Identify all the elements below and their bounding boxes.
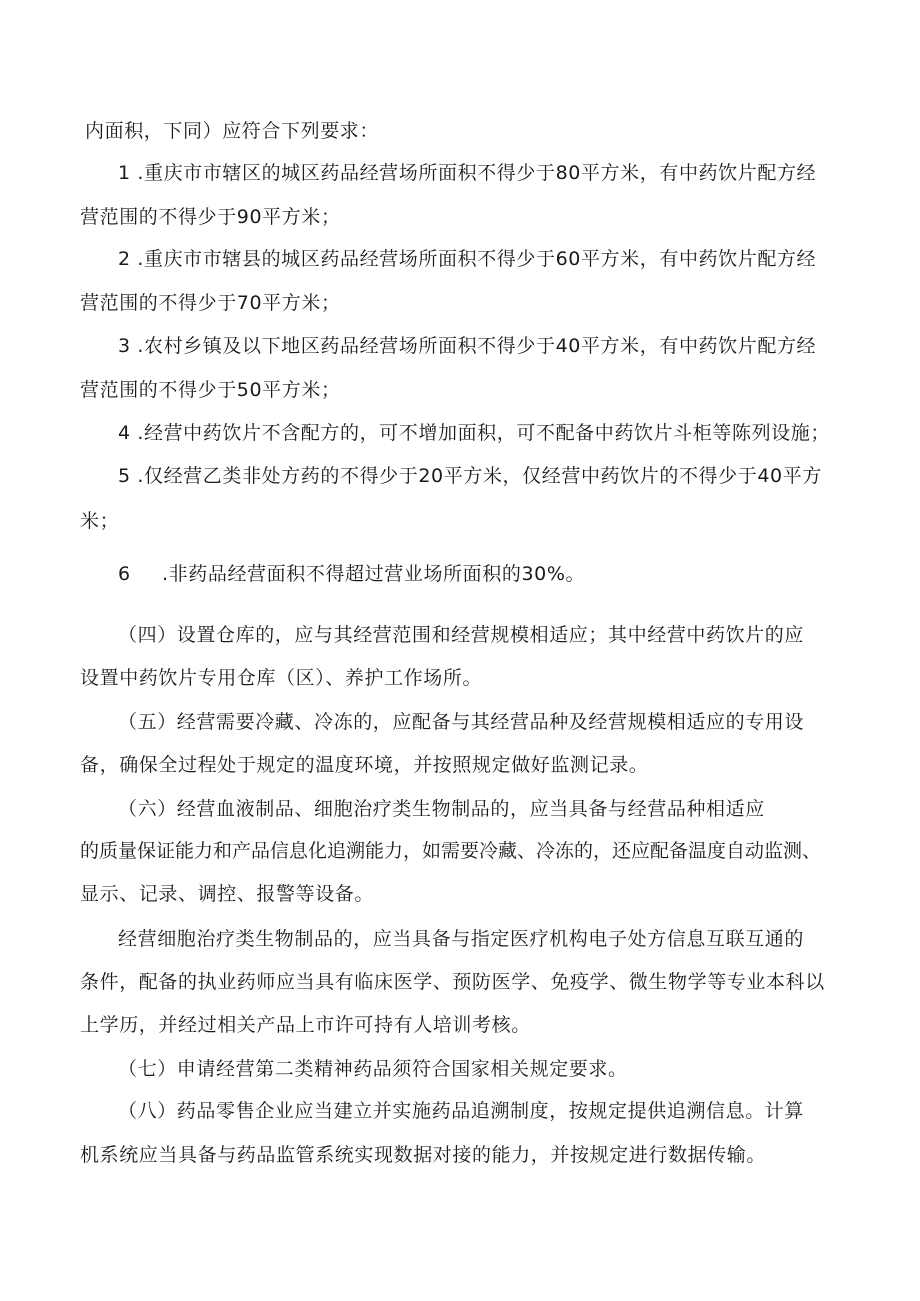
- text-line: 上学历，并经过相关产品上市许可持有人培训考核。: [80, 1014, 531, 1036]
- text-line: 机系统应当具备与药品监管系统实现数据对接的能力，并按规定进行数据传输。: [80, 1144, 767, 1166]
- text-line: （六）经营血液制品、细胞治疗类生物制品的，应当具备与经营品种相适应: [118, 798, 765, 820]
- text-line: .非药品经营面积不得超过营业场所面积的30%。: [162, 563, 586, 585]
- text-line: 4 .经营中药饮片不含配方的，可不增加面积，可不配备中药饮片斗柜等陈列设施；: [118, 422, 830, 444]
- text-line: 营范围的不得少于90平方米；: [80, 206, 341, 228]
- text-line: 条件，配备的执业药师应当具有临床医学、预防医学、免疫学、微生物学等专业本科以: [80, 971, 825, 993]
- text-line: 2 .重庆市市辖县的城区药品经营场所面积不得少于60平方米，有中药饮片配方经: [118, 248, 817, 270]
- text-line: 5 .仅经营乙类非处方药的不得少于20平方米，仅经营中药饮片的不得少于40平方: [118, 465, 822, 487]
- text-line: 显示、记录、调控、报警等设备。: [80, 883, 375, 905]
- text-line: 备，确保全过程处于规定的温度环境，并按照规定做好监测记录。: [80, 754, 649, 776]
- text-line: 设置中药饮片专用仓库（区）、养护工作场所。: [80, 667, 483, 689]
- text-line: 1 .重庆市市辖区的城区药品经营场所面积不得少于80平方米，有中药饮片配方经: [118, 162, 817, 184]
- text-line: （四）设置仓库的，应与其经营范围和经营规模相适应；其中经营中药饮片的应: [118, 624, 805, 646]
- text-line: 米；: [80, 510, 120, 532]
- text-line: 经营细胞治疗类生物制品的，应当具备与指定医疗机构电子处方信息互联互通的: [118, 928, 805, 950]
- text-line: 的质量保证能力和产品信息化追溯能力，如需要冷藏、冷冻的，还应配备温度自动监测、: [80, 840, 822, 862]
- text-line: 营范围的不得少于50平方米；: [80, 379, 341, 401]
- text-line: 内面积，下同）应符合下列要求：: [85, 120, 380, 142]
- list-number: 6: [118, 563, 131, 585]
- text-line: 营范围的不得少于70平方米；: [80, 292, 341, 314]
- text-line: （八）药品零售企业应当建立并实施药品追溯制度，按规定提供追溯信息。计算: [118, 1100, 805, 1122]
- text-line: （五）经营需要冷藏、冷冻的，应配备与其经营品种及经营规模相适应的专用设: [118, 711, 805, 733]
- text-line: 3 .农村乡镇及以下地区药品经营场所面积不得少于40平方米，有中药饮片配方经: [118, 335, 817, 357]
- text-line: （七）申请经营第二类精神药品须符合国家相关规定要求。: [118, 1058, 628, 1080]
